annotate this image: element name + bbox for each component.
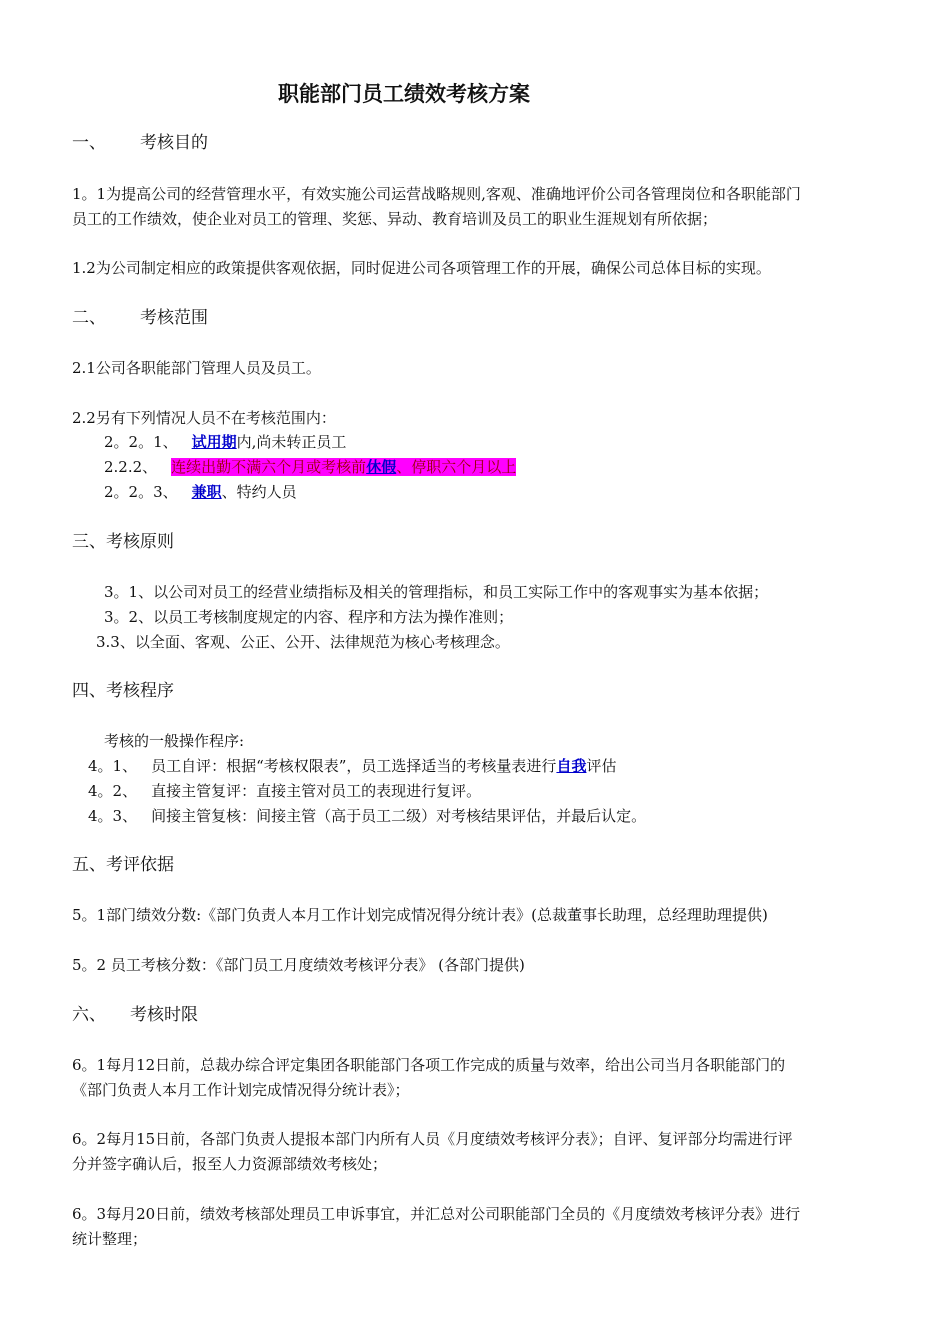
section-6-number: 六、 [72,1005,106,1025]
list-item-text: 间接主管复核：间接主管（高于员工二级）对考核结果评估，并最后认定。 [151,807,647,825]
paragraph-5-2: 5。2 员工考核分数：《部门员工月度绩效考核评分表》 (各部门提供) [72,956,525,974]
highlight-text-rest: 、停职六个月以上 [396,458,517,476]
paragraph-3-1: 3。1、以公司对员工的经营业绩指标及相关的管理指标，和员工实际工作中的客观事实为基本依据； [104,583,769,601]
list-item-number: 2。2。1、 [104,433,178,451]
list-item-text: 、特约人员 [221,483,297,501]
section-4-heading: 四、考核程序 [72,681,174,701]
paragraph-6-1-line-2: 《部门负责人本月工作计划完成情况得分统计表》； [72,1081,410,1099]
section-2-heading [72,306,208,330]
section-1-heading [72,131,208,155]
list-item-text: 内,尚未转正员工 [236,433,347,451]
paragraph-3-3: 3.3、以全面、客观、公正、公开、法律规范为核心考核理念。 [96,633,510,651]
list-item-number: 2.2.2、 [104,458,158,476]
paragraph-1-2: 1.2为公司制定相应的政策提供客观依据，同时促进公司各项管理工作的开展，确保公司总体目标的实现。 [72,259,771,277]
paragraph-1-1-line-2: 员工的工作绩效，使企业对员工的管理、奖惩、异动、教育培训及员工的职业生涯规划有所依据； [72,210,718,228]
list-item-text: 员工自评：根据“考核权限表”，员工选择适当的考核量表进行 [151,757,557,775]
highlighted-text [171,458,516,476]
list-item-number: 4。3、 [88,807,138,825]
section-6-heading [72,1003,198,1027]
section-1-number: 一、 [72,133,106,153]
section-2-title: 考核范围 [140,308,208,328]
section-1-title: 考核目的 [140,133,208,153]
paragraph-2-1: 2.1公司各职能部门管理人员及员工。 [72,359,321,377]
paragraph-6-1-line-1: 6。1每月12日前，总裁办综合评定集团各职能部门各项工作完成的质量与效率，给出公司当月各职能部门的 [72,1056,786,1074]
link-part-time[interactable]: 兼职 [191,483,222,501]
page-title: 职能部门员工绩效考核方案 [278,82,530,106]
paragraph-1-1-line-1: 1。1为提高公司的经营管理水平，有效实施公司运营战略规则,客观、准确地评价公司各管理岗位和各职能部门 [72,185,801,203]
list-item-2-2-1 [104,432,346,452]
paragraph-5-1: 5。1部门绩效分数:《部门负责人本月工作计划完成情况得分统计表》(总裁董事长助理，总经理助理提供) [72,906,768,924]
list-item-4-1 [88,756,616,776]
link-probation[interactable]: 试用期 [191,433,237,451]
paragraph-3-2: 3。2、以员工考核制度规定的内容、程序和方法为操作准则； [104,608,514,626]
section-2-number: 二、 [72,308,106,328]
list-item-text-rest: 评估 [586,757,617,775]
paragraph-4-intro: 考核的一般操作程序: [104,732,245,750]
list-item-number: 4。2、 [88,782,138,800]
paragraph-6-3-line-1: 6。3每月20日前，绩效考核部处理员工申诉事宜，并汇总对公司职能部门全员的《月度绩效考核评分表》进行 [72,1205,801,1223]
list-item-2-2-3 [104,482,297,502]
link-self[interactable]: 自我 [556,757,587,775]
section-6-title: 考核时限 [130,1005,198,1025]
highlight-text-pre: 连续出勤不满六个月或考核前 [171,458,367,476]
list-item-4-2 [88,781,481,801]
paragraph-6-2-line-2: 分并签字确认后，报至人力资源部绩效考核处； [72,1155,388,1173]
section-5-heading: 五、考评依据 [72,855,174,875]
section-3-heading: 三、考核原则 [72,532,174,552]
paragraph-6-2-line-1: 6。2每月15日前，各部门负责人提报本部门内所有人员《月度绩效考核评分表》；自评、复评部分均需进行评 [72,1130,793,1148]
list-item-number: 2。2。3、 [104,483,178,501]
list-item-text: 直接主管复评：直接主管对员工的表现进行复评。 [151,782,482,800]
paragraph-6-3-line-2: 统计整理； [72,1230,148,1248]
list-item-number: 4。1、 [88,757,138,775]
list-item-2-2-2 [104,457,516,477]
list-item-4-3 [88,806,646,826]
link-leave[interactable]: 休假 [366,458,397,476]
paragraph-2-2: 2.2另有下列情况人员不在考核范围内： [72,409,336,427]
